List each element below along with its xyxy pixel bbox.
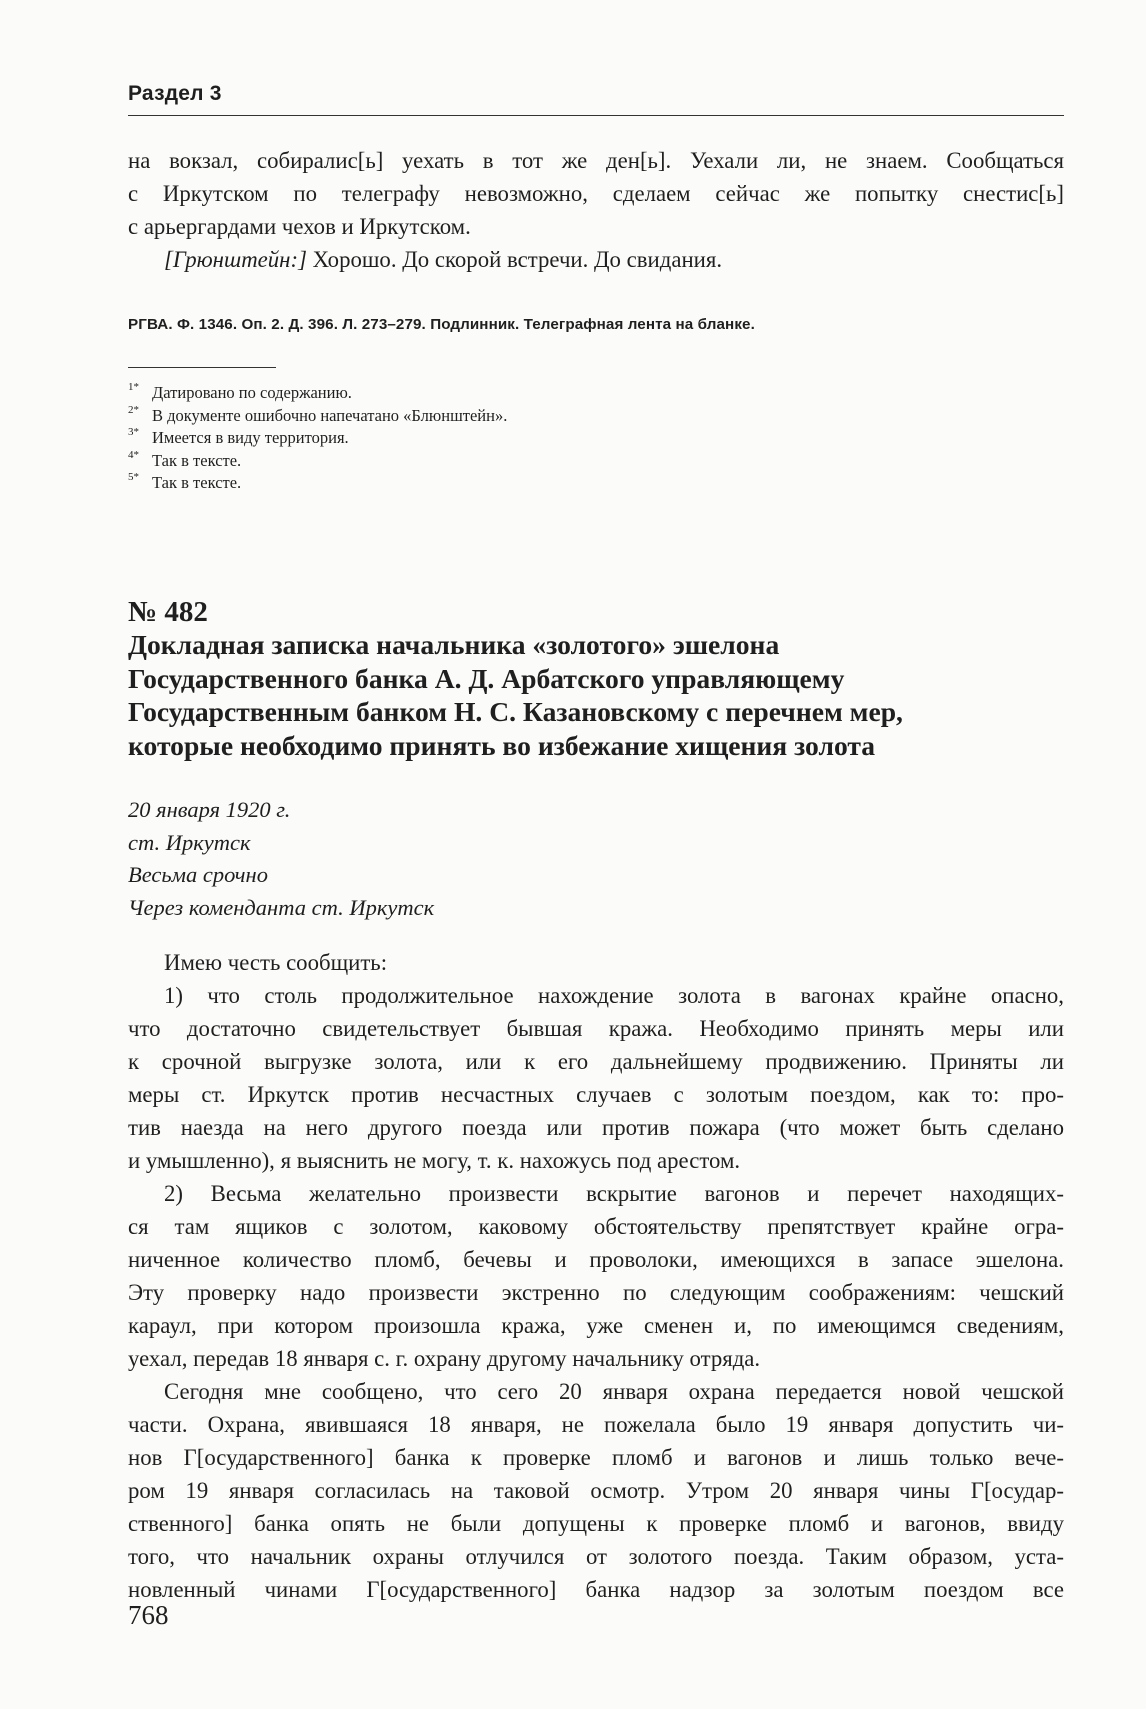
footnote-mark: 2* [128, 403, 139, 416]
running-header: Раздел 3 [128, 82, 222, 105]
document-meta [128, 794, 434, 924]
footnote [128, 382, 507, 405]
footnote-rule [128, 367, 276, 368]
footnote-text: В документе ошибочно напечатано «Блюнштейн». [152, 405, 508, 425]
document-place: ст. Иркутск [128, 829, 251, 855]
body-line: части. Охрана, явившаяся 18 января, не пожелала было 19 января допустить чи- [128, 1412, 1064, 1437]
title-line: Государственным банком Н. С. Казановскому с перечнем мер, [128, 696, 903, 727]
body-line: того, что начальник охраны отлучился от золотого поезда. Таким образом, уста- [128, 1544, 1064, 1569]
body-line: караул, при котором произошла кража, уже сменен и, по имеющимся сведениям, [128, 1313, 1064, 1338]
footnote-mark: 4* [128, 448, 139, 461]
document-number: № 482 [128, 596, 208, 628]
footnote [128, 405, 507, 428]
farewell-line [128, 243, 1064, 276]
title-line: Докладная записка начальника «золотого» эшелона [128, 629, 780, 660]
greeting: Имею честь сообщить: [164, 950, 388, 975]
body-line: Сегодня мне сообщено, что сего 20 января охрана передается новой чешской [164, 1379, 1064, 1404]
body-line: тив наезда на него другого поезда или против пожара (что может быть сделано [128, 1115, 1064, 1140]
page-number: 768 [128, 1600, 169, 1630]
speaker-name: [Грюнштейн:] [164, 247, 307, 272]
body-line: нов Г[осударственного] банка к проверке пломб и вагонов и лишь только вече- [128, 1445, 1064, 1470]
farewell-text: Хорошо. До скорой встречи. До свидания. [306, 247, 723, 272]
body-line: ниченное количество пломб, бечевы и проволоки, имеющихся в запасе эшелона. [128, 1247, 1064, 1272]
footnote-mark: 1* [128, 381, 139, 393]
footnote [128, 472, 507, 495]
header-rule [128, 115, 1064, 116]
document-title [128, 628, 1068, 762]
title-line: которые необходимо принять во избежание хищения золота [128, 729, 876, 761]
body-line: и умышленно), я выяснить не могу, т. к. нахожусь под арестом. [128, 1148, 741, 1173]
body-line: ром 19 января согласилась на таковой осмотр. Утром 20 января чины Г[осудар- [128, 1478, 1064, 1503]
title-line: Государственного банка А. Д. Арбатского управляющему [128, 662, 845, 694]
intro-line: с арьергардами чехов и Иркутском. [128, 214, 471, 239]
document-urgency: Весьма срочно [128, 862, 268, 887]
footnote-text: Так в тексте. [152, 473, 242, 492]
footnote [128, 427, 507, 450]
body-line: ственного] банка опять не были допущены к проверке пломб и вагонов, ввиду [128, 1511, 1064, 1536]
document-via: Через коменданта ст. Иркутск [128, 894, 435, 920]
body-line: новленный чинами Г[осударственного] банка надзор за золотым поездом все [128, 1577, 1064, 1602]
body-line: ся там ящиков с золотом, каковому обстоятельству препятствует крайне огра- [128, 1214, 1064, 1239]
footnote-text: Имеется в виду территория. [152, 428, 349, 447]
body-line: Эту проверку надо произвести экстренно по следующим соображениям: чешский [128, 1280, 1064, 1305]
footnote [128, 450, 507, 473]
footnote-mark: 5* [128, 471, 139, 483]
body-line: меры ст. Иркутск против несчастных случаев с золотым поездом, как то: про- [128, 1082, 1064, 1107]
document-date: 20 января 1920 г. [128, 797, 291, 822]
body-line: к срочной выгрузке золота, или к его дальнейшему продвижению. Приняты ли [128, 1049, 1064, 1074]
document-body [128, 946, 1064, 1606]
body-line: что достаточно свидетельствует бывшая кража. Необходимо принять меры или [128, 1016, 1064, 1041]
intro-text [128, 144, 1064, 276]
body-line: 2) Весьма желательно произвести вскрытие вагонов и перечет находящих- [164, 1181, 1064, 1206]
footnote-text: Так в тексте. [152, 450, 242, 470]
footnotes [128, 382, 507, 495]
footnote-text: Датировано по содержанию. [152, 383, 352, 402]
body-line: 1) что столь продолжительное нахождение золота в вагонах крайне опасно, [164, 983, 1064, 1008]
footnote-mark: 3* [128, 426, 139, 438]
intro-line: с Иркутском по телеграфу невозможно, сделаем сейчас же попытку снестис[ь] [128, 181, 1064, 206]
body-line: уехал, передав 18 января с. г. охрану другому начальнику отряда. [128, 1346, 761, 1371]
intro-line: на вокзал, собиралис[ь] уехать в тот же ден[ь]. Уехали ли, не знаем. Сообщаться [128, 148, 1064, 173]
archive-source: РГВА. Ф. 1346. Оп. 2. Д. 396. Л. 273–279. Подлинник. Телеграфная лента на бланке. [128, 316, 755, 333]
